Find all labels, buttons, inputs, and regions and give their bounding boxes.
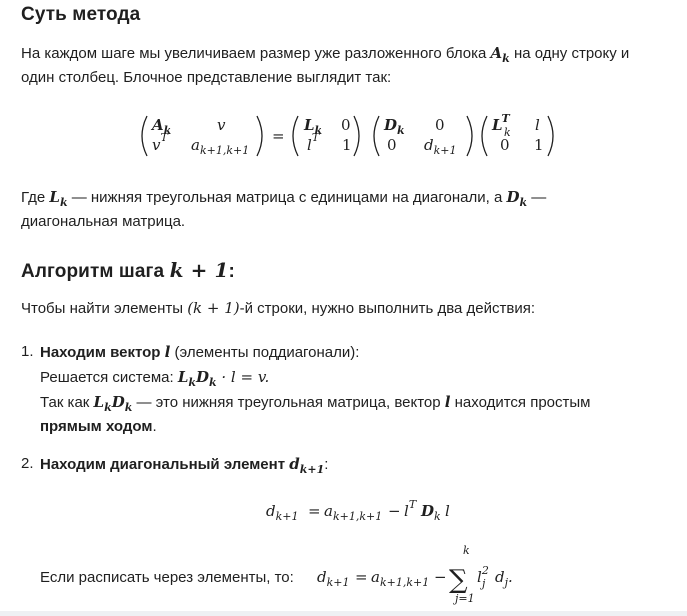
eq-sign: = [272, 127, 285, 145]
m2-r1c1: $L_k$ [304, 116, 323, 137]
svg-text:−: − [434, 568, 447, 586]
m4-r1c1-sub: k [504, 126, 511, 139]
sum-sign: ∑ [449, 565, 468, 595]
m1-r1c2: v [217, 116, 226, 134]
m2-r2c1: $l^T$ [307, 131, 320, 154]
dk-eq: = [308, 502, 321, 520]
where-paragraph: Где $L_k$ — нижняя треугольная матрица с единицами на диагонали, а $D_k$ — диагональная матрица. [21, 188, 547, 230]
svg-text:=: = [355, 568, 368, 586]
m3-r1c2: 0 [435, 116, 445, 134]
svg-text:j=1: j=1 [455, 592, 475, 605]
dk-D: $D_k$ [421, 502, 441, 523]
m3-r1c1: $D_k$ [384, 116, 405, 137]
section-title: Суть метода [21, 4, 141, 25]
m1-r1c1: $A_k$ [152, 116, 172, 137]
dk-formula [21, 494, 671, 530]
algorithm-intro: Чтобы найти элементы (k + 1)-й строки, нужно выполнить два действия: [21, 299, 535, 317]
m2-r1c2: 0 [341, 116, 351, 134]
m3-r2c1: 0 [387, 136, 397, 154]
svg-text:ak+1,k+1: $a_{k+1,k+1}$ [371, 568, 430, 589]
block-matrix-formula [21, 110, 671, 162]
svg-text:dj.: $d_j$. [495, 568, 513, 589]
m4-r1c1: LT [492, 112, 510, 134]
svg-text:dk+1: $d_{k+1}$ [317, 568, 350, 589]
m4-r2c1: 0 [500, 136, 510, 154]
algorithm-title: Алгоритм шага k + 1: [21, 258, 235, 282]
m2-r2c2: 1 [342, 136, 352, 154]
intro-paragraph: На каждом шаге мы увеличиваем размер уже разложенного блока $A_k$ на одну строку и один столбец. Блочное представление выглядит так: [21, 44, 630, 86]
m3-r2c2: $d_{k+1}$ [424, 136, 457, 157]
m1-r2c2: $a_{k+1,k+1}$ [191, 136, 250, 157]
svg-text:j: j [482, 577, 486, 590]
expanded-sum-formula [315, 540, 555, 606]
m4-r1c2: l [535, 116, 540, 134]
dk-a: $a_{k+1,k+1}$ [324, 502, 383, 523]
svg-text:k: k [463, 544, 470, 557]
m1-r2c1: $v^T$ [152, 131, 168, 154]
m4-r2c2: 1 [534, 136, 544, 154]
dk-lhs: $d_{k+1}$ [266, 502, 299, 523]
dk-lT: $l^T$ [404, 498, 417, 520]
dk-minus: − [388, 502, 401, 520]
expand-text: Если расписать через элементы, то: [40, 569, 294, 586]
dk-l: l [445, 502, 450, 520]
bottom-divider [0, 611, 687, 616]
math-A: $A_k$ [490, 44, 510, 65]
svg-text:l2: $l^2$ [477, 564, 489, 586]
